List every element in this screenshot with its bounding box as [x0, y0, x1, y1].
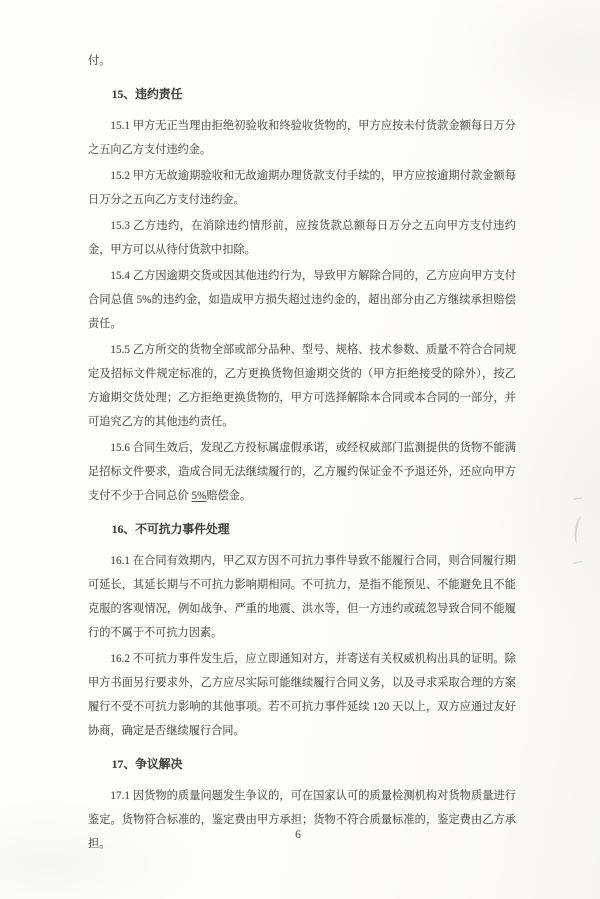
contract-clause: [88, 264, 516, 336]
scan-smudge: [571, 555, 582, 564]
scan-smudge: [573, 515, 587, 544]
contract-clause: [88, 647, 516, 743]
clause-text: 15、违约责任: [111, 87, 183, 101]
clause-text: 15.6 合同生效后，发现乙方投标属虚假承诺，或经权威部门监测提供的货物不能满足招标文件要求，造成合同无法继续履行的，乙方履约保证金不予退还外，还应向甲方支付不少于合同总价: [88, 442, 516, 502]
clause-text: 付。: [88, 55, 111, 67]
contract-clause: [88, 114, 516, 162]
contract-clause: [88, 549, 516, 645]
section-heading: [88, 82, 516, 106]
contract-clause: [88, 436, 516, 508]
clause-text: 16.2 不可抗力事件发生后，应立即通知对方，并寄送有关权威机构出具的证明。除甲方书面另行要求外，乙方应尽实际可能继续履行合同义务，以及寻求采取合理的方案履行不受不可抗力影响的其他事项。若不可抗力事件延续 120 天以上，双方应通过友好协商，确定是否继续履行合同。: [88, 653, 516, 737]
contract-clause: [88, 214, 516, 262]
contract-clause: [88, 784, 516, 856]
clause-text: 16.1 在合同有效期内，甲乙双方因不可抗力事件导致不能履行合同，则合同履行期可延长，其延长期与不可抗力影响期相同。不可抗力，是指不能预见、不能避免且不能克服的客观情况，例如战争、严重的地震、洪水等，但一方违约或疏忽导致合同不能履行的不属于不可抗力因素。: [88, 555, 516, 639]
clause-text: 赔偿金。: [206, 490, 252, 502]
contract-clause: [88, 49, 516, 73]
clause-text: 17.1 因货物的质量问题发生争议的，可在国家认可的质量检测机构对货物质量进行鉴定。货物符合标准的，鉴定费由甲方承担；货物不符合质量标准的，鉴定费由乙方承担。: [88, 790, 516, 850]
clause-text: 15.5 乙方所交的货物全部或部分品种、型号、规格、技术参数、质量不符合合同规定及招标文件规定标准的，乙方更换货物但逾期交货的（甲方拒绝接受的除外），按乙方逾期交货处理；乙方拒绝更换货物的，甲方可选择解除本合同或本合同的一部分，并可追究乙方的其他违约责任。: [88, 344, 516, 428]
clause-text: 16、不可抗力事件处理: [111, 522, 230, 536]
contract-body: [88, 49, 516, 858]
clause-text: 15.4 乙方因逾期交货或因其他违约行为，导致甲方解除合同的，乙方应向甲方支付合同总值 5%的违约金，如造成甲方损失超过违约金的，超出部分由乙方继续承担赔偿责任。: [88, 270, 516, 330]
clause-text: 15.3 乙方违约，在消除违约情形前，应按货款总额每日万分之五向甲方支付违约金，甲方可以从待付货款中扣除。: [88, 220, 516, 256]
clause-text: 17、争议解决: [111, 757, 183, 771]
scan-smudge: [573, 497, 583, 506]
underlined-value: 5%: [191, 490, 207, 502]
contract-clause: [88, 164, 516, 212]
section-heading: [88, 752, 516, 776]
clause-text: 15.2 甲方无故逾期验收和无故逾期办理货款支付手续的，甲方应按逾期付款金额每日万分之五向乙方支付违约金。: [88, 170, 516, 206]
contract-clause: [88, 338, 516, 434]
section-heading: [88, 517, 516, 541]
clause-text: 15.1 甲方无正当理由拒绝初验收和终验收货物的，甲方应按未付货款金额每日万分之五向乙方支付违约金。: [88, 120, 516, 156]
page-number: 6: [295, 829, 301, 841]
